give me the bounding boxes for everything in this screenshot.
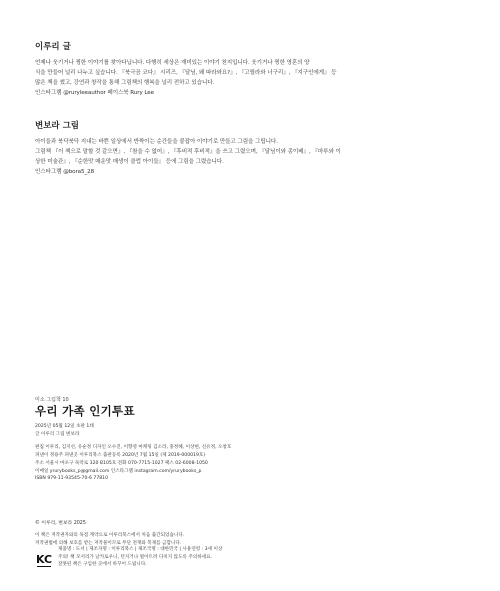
book-title: 우리 가족 인기투표 bbox=[35, 404, 135, 418]
author-bio-line: 언제나 웃기거나 찡한 이야기를 찾아다닙니다. 다행히 세상은 재미있는 이야기 천지입니다. 웃기거나 찡한 영혼의 양 bbox=[35, 60, 310, 66]
author-bio-line: 많은 책을 썼고, 강연과 창작을 통해 그림책의 행복을 널리 전하고 있습니다. bbox=[35, 80, 215, 86]
kc-product-line: 제품명 : 도서 | 제조자명 : 이루리북스 | 제조국명 : 대한민국 | 사용연령 : 3세 이상 bbox=[58, 547, 223, 552]
author-social: 인스타그램 @ruryleeauthor 페이스북 Rury Lee bbox=[35, 90, 154, 96]
author-heading: 이루리 글 bbox=[35, 42, 71, 52]
credits-line: 글 이루리 그림 변보라 bbox=[35, 431, 80, 437]
illustrator-bio-line: 그림책 『이 책으로 말할 것 같으면』, 『참을 수 없어』, 『후비적 후비적』을 쓰고 그렸으며, 『달님이와 종이배』, 『마루와 이 bbox=[35, 149, 341, 155]
illustrator-social: 인스타그램 @bora5_28 bbox=[35, 169, 95, 175]
kc-exchange-line: 잘못된 책은 구입한 곳에서 바꾸어 드립니다. bbox=[58, 562, 147, 567]
kc-notice bbox=[58, 546, 222, 569]
kc-warning-line: 주의! 책 모서리가 날카로우니, 던지거나 떨어트려 다치지 않도록 주의하세요. bbox=[58, 554, 213, 560]
contact-line: 이메일 yrurybooks_p@gmail.com 인스타그램 instagram.com/yrurybooks_p bbox=[35, 468, 202, 474]
illustrator-bio-line: 상한 미술관』, 『순한맛 매운맛 매생이 클럽 아이들』 등에 그림을 그렸습니다. bbox=[35, 159, 224, 165]
illustrator-bio-line: 아이들과 북닥북닥 지내는 바쁜 일상에서 반짝이는 순간들을 붙잡아 이야기로 만들고 그림을 그립니다. bbox=[35, 139, 278, 145]
rights-notice-line: 이 책은 저작권자와의 독점 계약으로 이루리북스에서 처음 출간되었습니다. bbox=[35, 533, 185, 538]
staff-line: 편집 이루리, 김지선, 유순정 디자인 오수진, 이향영 마케팅 김소라, 홍정혜, 이상현, 신유정, 오창호 bbox=[35, 445, 232, 451]
kc-safety-block bbox=[35, 546, 222, 570]
address-line: 주소 서울시 마포구 독막로 320 B105호 전화 070-7715-1027 팩스 02-6008-1050 bbox=[35, 460, 208, 466]
author-bio bbox=[35, 40, 475, 98]
series-label: 미소 그림책 10 bbox=[35, 397, 69, 403]
copyright-line: © 이루리, 변보라 2025 bbox=[35, 521, 86, 526]
author-bio-line: 식을 만들어 널리 나누고 싶습니다. 『북극곰 코다』 시리즈, 『달님, 왜 따라와요?』, 『고릴라와 너구리』, 『지구인에게』 등 bbox=[35, 70, 337, 76]
edition-date: 2025년 05월 12일 초판 1쇄 bbox=[35, 424, 94, 429]
isbn-line: ISBN 979-11-93545-70-6 77810 bbox=[35, 476, 109, 482]
illustrator-bio bbox=[35, 119, 475, 177]
illustrator-heading: 변보라 그림 bbox=[35, 121, 80, 131]
rights-notice bbox=[35, 532, 335, 547]
rights-notice-line: 저작권법에 의해 보호를 받는 저작물이므로 무단 전재와 복제를 금합니다. bbox=[35, 540, 182, 546]
colophon bbox=[35, 423, 335, 483]
kc-mark-icon bbox=[35, 548, 53, 570]
publisher-line: 펴낸이 정용주 펴낸곳 이루리북스 출판등록 2020년 7월 15일 (제 2019-000019호) bbox=[35, 453, 206, 459]
kc-mark-letters: KC bbox=[35, 553, 53, 566]
